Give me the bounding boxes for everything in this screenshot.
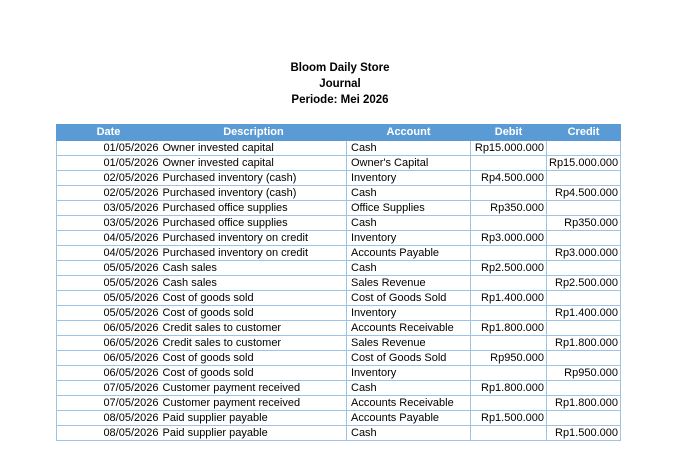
- cell-date: 06/05/2026: [57, 321, 161, 336]
- cell-account: Cash: [347, 381, 471, 396]
- cell-credit: Rp950.000: [547, 366, 621, 381]
- cell-debit: [471, 216, 547, 231]
- cell-account: Inventory: [347, 171, 471, 186]
- cell-account: Inventory: [347, 306, 471, 321]
- column-header-credit: Credit: [547, 125, 621, 141]
- cell-account: Cash: [347, 141, 471, 156]
- cell-credit: Rp1.400.000: [547, 306, 621, 321]
- cell-description: Customer payment received: [161, 396, 347, 411]
- table-row: [57, 186, 621, 201]
- cell-description: Credit sales to customer: [161, 321, 347, 336]
- company-name: Bloom Daily Store: [290, 62, 390, 74]
- cell-date: 03/05/2026: [57, 201, 161, 216]
- cell-account: Cash: [347, 186, 471, 201]
- cell-date: 08/05/2026: [57, 411, 161, 426]
- table-row: [57, 276, 621, 291]
- cell-debit: [471, 246, 547, 261]
- cell-description: Cost of goods sold: [161, 306, 347, 321]
- cell-credit: Rp1.800.000: [547, 336, 621, 351]
- cell-description: Purchased inventory on credit: [161, 231, 347, 246]
- cell-credit: Rp3.000.000: [547, 246, 621, 261]
- cell-account: Cash: [347, 261, 471, 276]
- cell-credit: Rp1.800.000: [547, 396, 621, 411]
- cell-account: Sales Revenue: [347, 336, 471, 351]
- cell-description: Cost of goods sold: [161, 366, 347, 381]
- cell-debit: Rp1.800.000: [471, 381, 547, 396]
- cell-description: Paid supplier payable: [161, 411, 347, 426]
- table-row: [57, 231, 621, 246]
- cell-date: 07/05/2026: [57, 396, 161, 411]
- table-header-row: [57, 125, 621, 141]
- cell-credit: [547, 141, 621, 156]
- document-title: Journal: [319, 78, 361, 90]
- table-row: [57, 351, 621, 366]
- cell-credit: Rp4.500.000: [547, 186, 621, 201]
- cell-credit: Rp1.500.000: [547, 426, 621, 441]
- cell-debit: Rp15.000.000: [471, 141, 547, 156]
- cell-account: Accounts Payable: [347, 246, 471, 261]
- cell-date: 01/05/2026: [57, 156, 161, 171]
- cell-description: Owner invested capital: [161, 156, 347, 171]
- cell-date: 01/05/2026: [57, 141, 161, 156]
- cell-credit: Rp2.500.000: [547, 276, 621, 291]
- cell-account: Office Supplies: [347, 201, 471, 216]
- table-row: [57, 381, 621, 396]
- cell-debit: Rp2.500.000: [471, 261, 547, 276]
- table-row: [57, 246, 621, 261]
- cell-debit: [471, 426, 547, 441]
- cell-account: Accounts Payable: [347, 411, 471, 426]
- cell-account: Inventory: [347, 366, 471, 381]
- cell-date: 04/05/2026: [57, 246, 161, 261]
- cell-account: Accounts Receivable: [347, 396, 471, 411]
- column-header-description: Description: [161, 125, 347, 141]
- cell-description: Paid supplier payable: [161, 426, 347, 441]
- cell-date: 02/05/2026: [57, 171, 161, 186]
- cell-credit: [547, 261, 621, 276]
- cell-account: Cash: [347, 216, 471, 231]
- cell-date: 02/05/2026: [57, 186, 161, 201]
- cell-debit: Rp3.000.000: [471, 231, 547, 246]
- cell-debit: Rp1.800.000: [471, 321, 547, 336]
- column-header-account: Account: [347, 125, 471, 141]
- cell-date: 04/05/2026: [57, 231, 161, 246]
- cell-description: Purchased inventory on credit: [161, 246, 347, 261]
- cell-description: Cost of goods sold: [161, 291, 347, 306]
- cell-date: 06/05/2026: [57, 351, 161, 366]
- cell-credit: [547, 381, 621, 396]
- cell-account: Cost of Goods Sold: [347, 291, 471, 306]
- table-row: [57, 261, 621, 276]
- cell-description: Purchased office supplies: [161, 216, 347, 231]
- cell-credit: [547, 171, 621, 186]
- document-header: [0, 60, 680, 108]
- journal-table: [56, 124, 621, 441]
- cell-debit: [471, 156, 547, 171]
- cell-credit: [547, 201, 621, 216]
- cell-date: 05/05/2026: [57, 276, 161, 291]
- cell-date: 06/05/2026: [57, 336, 161, 351]
- column-header-date: Date: [57, 125, 161, 141]
- cell-description: Purchased office supplies: [161, 201, 347, 216]
- cell-debit: Rp1.500.000: [471, 411, 547, 426]
- cell-debit: [471, 336, 547, 351]
- cell-credit: [547, 411, 621, 426]
- cell-credit: [547, 321, 621, 336]
- cell-credit: Rp350.000: [547, 216, 621, 231]
- cell-description: Purchased inventory (cash): [161, 171, 347, 186]
- journal-body: [57, 141, 621, 441]
- table-row: [57, 156, 621, 171]
- cell-description: Customer payment received: [161, 381, 347, 396]
- cell-debit: [471, 306, 547, 321]
- cell-date: 08/05/2026: [57, 426, 161, 441]
- cell-debit: [471, 186, 547, 201]
- cell-credit: [547, 231, 621, 246]
- table-row: [57, 201, 621, 216]
- cell-debit: Rp350.000: [471, 201, 547, 216]
- table-row: [57, 141, 621, 156]
- table-row: [57, 216, 621, 231]
- cell-date: 05/05/2026: [57, 291, 161, 306]
- cell-account: Owner's Capital: [347, 156, 471, 171]
- cell-date: 05/05/2026: [57, 306, 161, 321]
- cell-description: Owner invested capital: [161, 141, 347, 156]
- cell-debit: Rp1.400.000: [471, 291, 547, 306]
- cell-description: Cash sales: [161, 261, 347, 276]
- cell-account: Cost of Goods Sold: [347, 351, 471, 366]
- cell-account: Cash: [347, 426, 471, 441]
- cell-date: 06/05/2026: [57, 366, 161, 381]
- period-label: Periode: Mei 2026: [291, 94, 389, 106]
- cell-credit: Rp15.000.000: [547, 156, 621, 171]
- cell-date: 03/05/2026: [57, 216, 161, 231]
- cell-credit: [547, 291, 621, 306]
- cell-debit: [471, 396, 547, 411]
- cell-debit: [471, 276, 547, 291]
- table-row: [57, 366, 621, 381]
- table-row: [57, 306, 621, 321]
- table-row: [57, 321, 621, 336]
- cell-date: 07/05/2026: [57, 381, 161, 396]
- table-row: [57, 336, 621, 351]
- cell-account: Sales Revenue: [347, 276, 471, 291]
- cell-description: Credit sales to customer: [161, 336, 347, 351]
- cell-description: Cash sales: [161, 276, 347, 291]
- cell-debit: Rp950.000: [471, 351, 547, 366]
- column-header-debit: Debit: [471, 125, 547, 141]
- table-row: [57, 426, 621, 441]
- table-row: [57, 411, 621, 426]
- cell-description: Cost of goods sold: [161, 351, 347, 366]
- cell-date: 05/05/2026: [57, 261, 161, 276]
- cell-debit: [471, 366, 547, 381]
- cell-debit: Rp4.500.000: [471, 171, 547, 186]
- cell-description: Purchased inventory (cash): [161, 186, 347, 201]
- table-row: [57, 171, 621, 186]
- cell-credit: [547, 351, 621, 366]
- table-row: [57, 291, 621, 306]
- cell-account: Accounts Receivable: [347, 321, 471, 336]
- cell-account: Inventory: [347, 231, 471, 246]
- table-row: [57, 396, 621, 411]
